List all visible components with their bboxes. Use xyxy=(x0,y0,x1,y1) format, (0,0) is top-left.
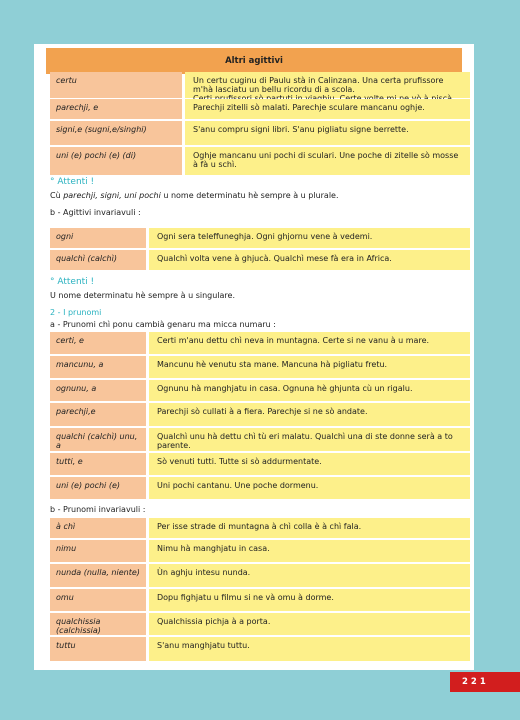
table4-row xyxy=(50,518,470,538)
example-cell xyxy=(149,228,470,248)
term-cell: tutti, e xyxy=(50,453,146,475)
example-line: S'anu compru signi libri. S'anu pigliatu signe berrette. xyxy=(193,125,409,134)
example-cell xyxy=(149,540,470,562)
term-cell: mancunu, a xyxy=(50,356,146,378)
example-cell xyxy=(149,356,470,378)
page-number-badge xyxy=(450,672,520,692)
example-line: Sò venuti tutti. Tutte si sò addurmentate. xyxy=(157,457,322,466)
example-line: Per isse strade di muntagna à chì colla è à chì fala. xyxy=(157,522,362,531)
term-cell: omu xyxy=(50,589,146,611)
example-cell xyxy=(149,589,470,611)
example-cell xyxy=(149,564,470,587)
example-line: Parechji sò cullati à a fiera. Parechje si ne sò andate. xyxy=(157,407,368,416)
example-cell xyxy=(185,147,470,175)
term-cell: tuttu xyxy=(50,637,146,661)
table3-row xyxy=(50,453,470,475)
note-plurale: Cù parechji, signi, uni pochi u nome determinatu hè sempre à u plurale. xyxy=(50,191,339,200)
example-line: Ognunu hà manghjatu in casa. Ognuna hè ghjunta cù un rigalu. xyxy=(157,384,413,393)
term-cell: parechji, e xyxy=(50,99,182,119)
term-cell: ognunu, a xyxy=(50,380,146,401)
example-line: Parechji zitelli sò malati. Parechje sculare mancanu oghje. xyxy=(193,103,425,112)
example-cell xyxy=(149,453,470,475)
table4-row xyxy=(50,613,470,635)
example-cell xyxy=(185,99,470,119)
section-agittivi-invariavuli: b - Agittivi invariavuli : xyxy=(50,208,141,217)
page-content xyxy=(34,44,474,670)
example-cell xyxy=(149,250,470,270)
attenti-note-2: ° Attenti ! xyxy=(50,277,95,287)
page-number: 221 xyxy=(462,677,489,687)
example-line: Mancunu hè venutu sta mane. Mancuna hà pigliatu fretu. xyxy=(157,360,388,369)
table2-row xyxy=(50,250,470,270)
example-line: Qualchì unu hà dettu chì tù eri malatu. Qualchì una di ste donne serà a to xyxy=(157,432,453,441)
example-line: Oghje mancanu uni pochi di sculari. Une poche di zitelle sò mosse xyxy=(193,151,459,160)
example-cell xyxy=(185,72,470,98)
example-cell xyxy=(149,637,470,661)
table3-row xyxy=(50,356,470,378)
example-line: Ogni sera teleffuneghja. Ogni ghjornu vene à vedemi. xyxy=(157,232,373,241)
table3-row xyxy=(50,477,470,499)
example-line: Qualchissia pichja à a porta. xyxy=(157,617,271,626)
term-cell: parechji,e xyxy=(50,403,146,426)
table1-row xyxy=(50,99,470,119)
term-cell: uni (e) pochi (e) (di) xyxy=(50,147,182,175)
table3-row xyxy=(50,332,470,354)
term-cell: nunda (nulla, niente) xyxy=(50,564,146,587)
section-prunomi: 2 - I prunomi xyxy=(50,308,102,317)
term-cell: qualchì (calchì) xyxy=(50,250,146,270)
term-cell: à chì xyxy=(50,518,146,538)
table3-row xyxy=(50,428,470,451)
term-cell: signi,e (sugni,e/singhi) xyxy=(50,121,182,145)
example-cell xyxy=(149,428,470,451)
example-cell xyxy=(149,477,470,499)
term-cell: certi, e xyxy=(50,332,146,354)
term-cell: qualchissia (calchissia) xyxy=(50,613,146,635)
example-cell xyxy=(149,380,470,401)
example-line: Uni pochi cantanu. Une poche dormenu. xyxy=(157,481,319,490)
table1-row xyxy=(50,121,470,145)
example-line: à fà u schì. xyxy=(193,160,237,169)
term-cell: qualchi (calchì) unu, a xyxy=(50,428,146,451)
example-line: m'hà lasciatu un bellu ricordu di a scola. xyxy=(193,85,355,94)
term-cell: nimu xyxy=(50,540,146,562)
table-heading: Altri agittivi xyxy=(46,48,462,74)
table3-row xyxy=(50,403,470,426)
example-line: Qualchì volta vene à ghjucà. Qualchì mese fà era in Africa. xyxy=(157,254,392,263)
example-cell xyxy=(149,332,470,354)
example-line: Nimu hà manghjatu in casa. xyxy=(157,544,270,553)
term-cell: certu xyxy=(50,72,182,98)
example-line: Ùn aghju intesu nunda. xyxy=(157,568,251,577)
table4-row xyxy=(50,564,470,587)
table2-row xyxy=(50,228,470,248)
example-line: Dopu fighjatu u filmu si ne và omu à dorme. xyxy=(157,593,334,602)
example-cell xyxy=(149,518,470,538)
term-cell: ogni xyxy=(50,228,146,248)
note-singulare: U nome determinatu hè sempre à u singulare. xyxy=(50,291,236,300)
table4-row xyxy=(50,637,470,661)
section-prunomi-invariavuli: b - Prunomi invariavuli : xyxy=(50,505,146,514)
example-cell xyxy=(149,403,470,426)
attenti-note-1: ° Attenti ! xyxy=(50,177,95,187)
table3-row xyxy=(50,380,470,401)
table4-row xyxy=(50,540,470,562)
example-line: Un certu cuginu di Paulu stà in Calinzana. Una certa prufissore xyxy=(193,76,444,85)
table1-row xyxy=(50,147,470,175)
example-cell xyxy=(185,121,470,145)
example-line: S'anu manghjatu tuttu. xyxy=(157,641,250,650)
section-prunomi-variabili: a - Prunomi chì ponu cambià genaru ma micca numaru : xyxy=(50,320,276,329)
table4-row xyxy=(50,589,470,611)
example-cell xyxy=(149,613,470,635)
example-line: Certi m'anu dettu chì neva in muntagna. Certe si ne vanu à u mare. xyxy=(157,336,430,345)
term-cell: uni (e) pochi (e) xyxy=(50,477,146,499)
example-line: parente. xyxy=(157,441,191,450)
table1-row xyxy=(50,72,470,98)
